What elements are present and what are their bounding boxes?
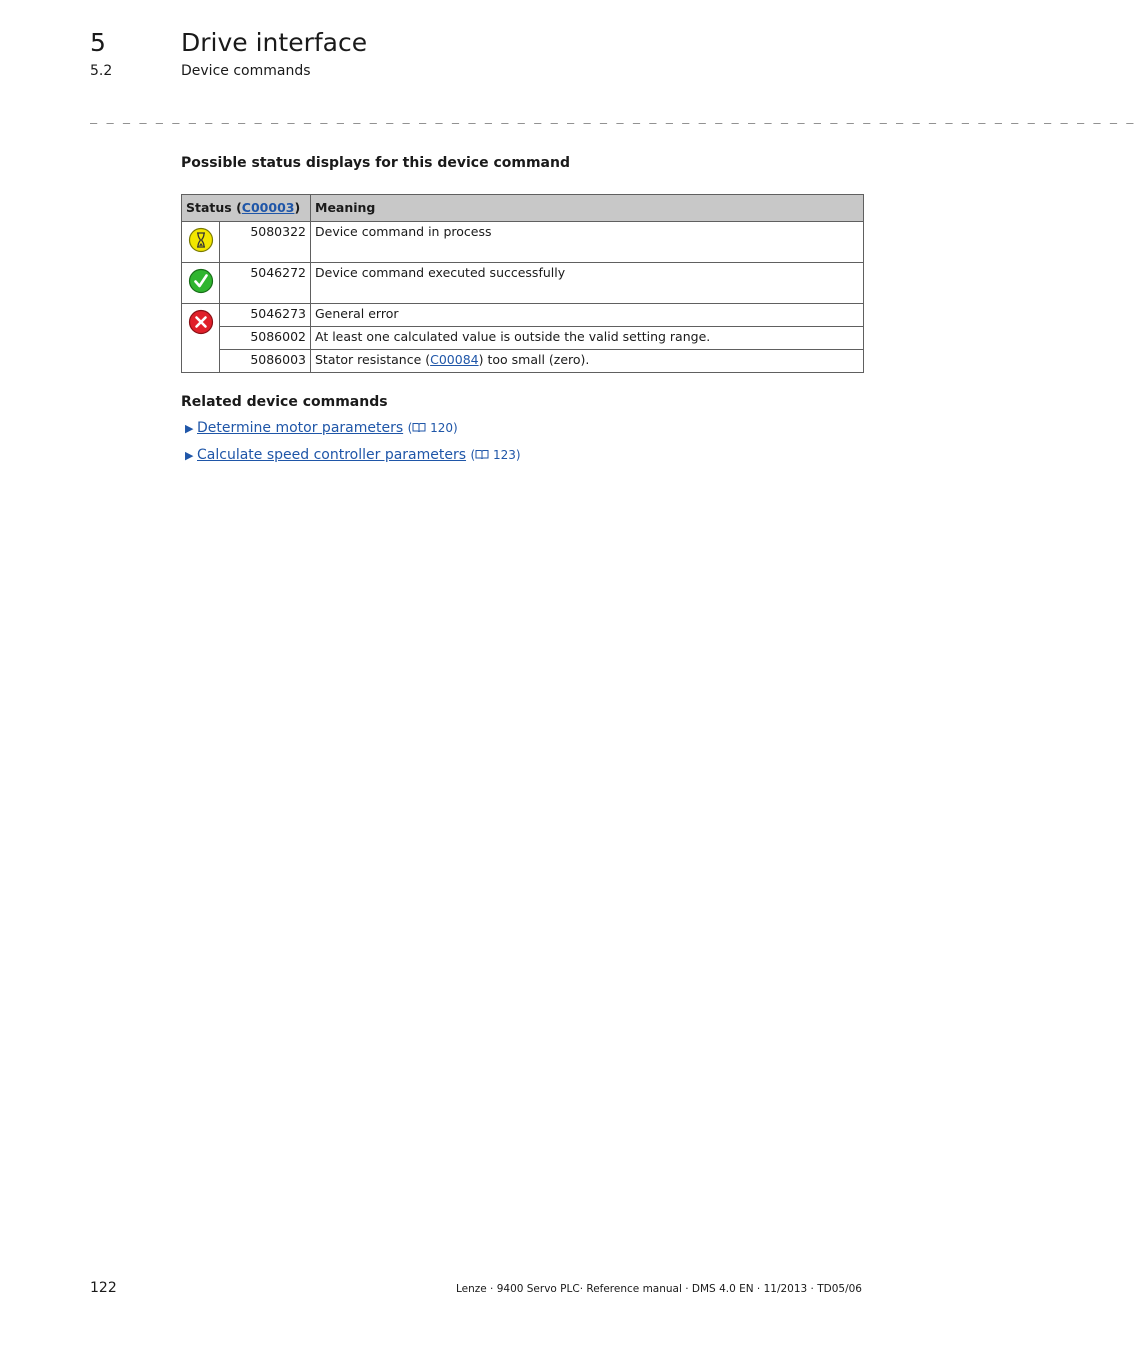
determine-motor-parameters-link[interactable]: Determine motor parameters	[197, 420, 404, 436]
status-meaning: General error	[311, 304, 864, 327]
chapter-number: 5	[90, 28, 106, 57]
related-heading: Related device commands	[181, 394, 388, 410]
status-code: 5046272	[220, 263, 311, 304]
error-icon	[188, 308, 214, 336]
book-icon	[475, 449, 489, 460]
status-icon-cell	[182, 222, 220, 263]
footer-text: Lenze · 9400 Servo PLC· Reference manual · DMS 4.0 EN · 11/2013 · TD05/06	[455, 1283, 862, 1295]
table-row	[182, 222, 864, 263]
table-row	[182, 350, 864, 373]
status-meaning: Device command in process	[311, 222, 864, 263]
status-code: 5046273	[220, 304, 311, 327]
c00003-link[interactable]: C00003	[241, 200, 295, 215]
chapter-title: Drive interface	[181, 28, 368, 57]
section-title: Device commands	[181, 63, 311, 79]
related-item	[185, 420, 458, 436]
status-meaning: At least one calculated value is outside the valid setting range.	[311, 327, 864, 350]
section-number: 5.2	[90, 63, 113, 79]
table-header-row	[182, 195, 864, 222]
check-icon	[188, 267, 214, 295]
status-icon-cell	[182, 263, 220, 304]
status-meaning: Stator resistance (C00084) too small (zero).	[311, 350, 864, 373]
status-code: 5086003	[220, 350, 311, 373]
status-meaning: Device command executed successfully	[311, 263, 864, 304]
status-heading: Possible status displays for this device command	[181, 155, 570, 171]
calculate-speed-controller-parameters-link[interactable]: Calculate speed controller parameters	[197, 447, 467, 463]
status-code: 5080322	[220, 222, 311, 263]
status-icon-cell	[182, 304, 220, 373]
triangle-right-icon: ▶	[185, 422, 194, 435]
page-number: 122	[90, 1280, 117, 1296]
page-reference[interactable]: ( 123)	[470, 448, 521, 462]
page-reference[interactable]: ( 120)	[407, 421, 458, 435]
table-row	[182, 263, 864, 304]
status-table	[181, 194, 864, 373]
status-column-header: Status (C00003)	[182, 195, 311, 222]
related-item	[185, 447, 521, 463]
book-icon	[412, 422, 426, 433]
hourglass-icon	[188, 226, 214, 254]
table-row	[182, 304, 864, 327]
status-code: 5086002	[220, 327, 311, 350]
header-separator: _ _ _ _ _ _ _ _ _ _ _ _ _ _ _ _ _ _ _ _ _ _ _ _ _ _ _ _ _ _ _ _ _ _ _ _ _ _ _ _ _ _ _ _ _ _ _ _ _ _ _ _ _ _ _ _ _ _ _ _ _ _ _ _	[90, 110, 1135, 124]
triangle-right-icon: ▶	[185, 449, 194, 462]
table-row	[182, 327, 864, 350]
c00084-link[interactable]: C00084	[430, 352, 479, 367]
meaning-column-header: Meaning	[311, 195, 864, 222]
